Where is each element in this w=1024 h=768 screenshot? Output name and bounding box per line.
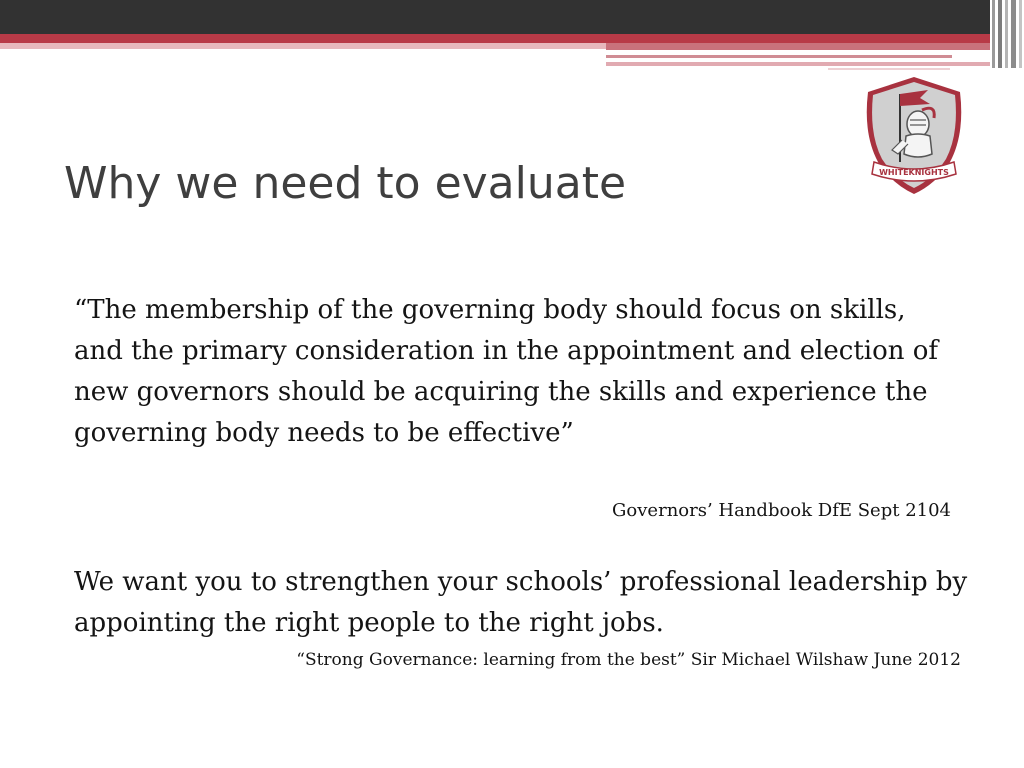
svg-text:WHITEKNIGHTS: WHITEKNIGHTS xyxy=(879,168,949,177)
vertical-bar xyxy=(1011,0,1016,68)
handbook-quote: “The membership of the governing body should focus on skills, and the primary consideration in the appointment and election of new governors should be acquiring the skills and experience the governing body needs to be effective” xyxy=(74,295,939,448)
top-band-dark xyxy=(0,0,990,34)
knight-crest-icon xyxy=(862,74,966,198)
vertical-bar xyxy=(1019,0,1022,68)
top-band-pink xyxy=(0,43,606,49)
wilshaw-citation: “Strong Governance: learning from the best” Sir Michael Wilshaw June 2012 xyxy=(296,650,961,670)
vertical-bar xyxy=(998,0,1002,68)
top-band-thin-line xyxy=(828,68,950,70)
slide-title: Why we need to evaluate xyxy=(64,158,627,209)
top-band-thin-line xyxy=(606,55,952,58)
vertical-bar xyxy=(992,0,995,68)
corner-vertical-bars xyxy=(990,0,1024,68)
handbook-citation: Governors’ Handbook DfE Sept 2104 xyxy=(612,500,951,521)
top-band-thin-line xyxy=(606,62,990,66)
top-band-rose xyxy=(606,43,990,50)
vertical-bar xyxy=(1005,0,1008,68)
leadership-statement: We want you to strengthen your schools’ professional leadership by appointing the right people to the right jobs. xyxy=(74,567,968,638)
top-band-red xyxy=(0,34,990,43)
